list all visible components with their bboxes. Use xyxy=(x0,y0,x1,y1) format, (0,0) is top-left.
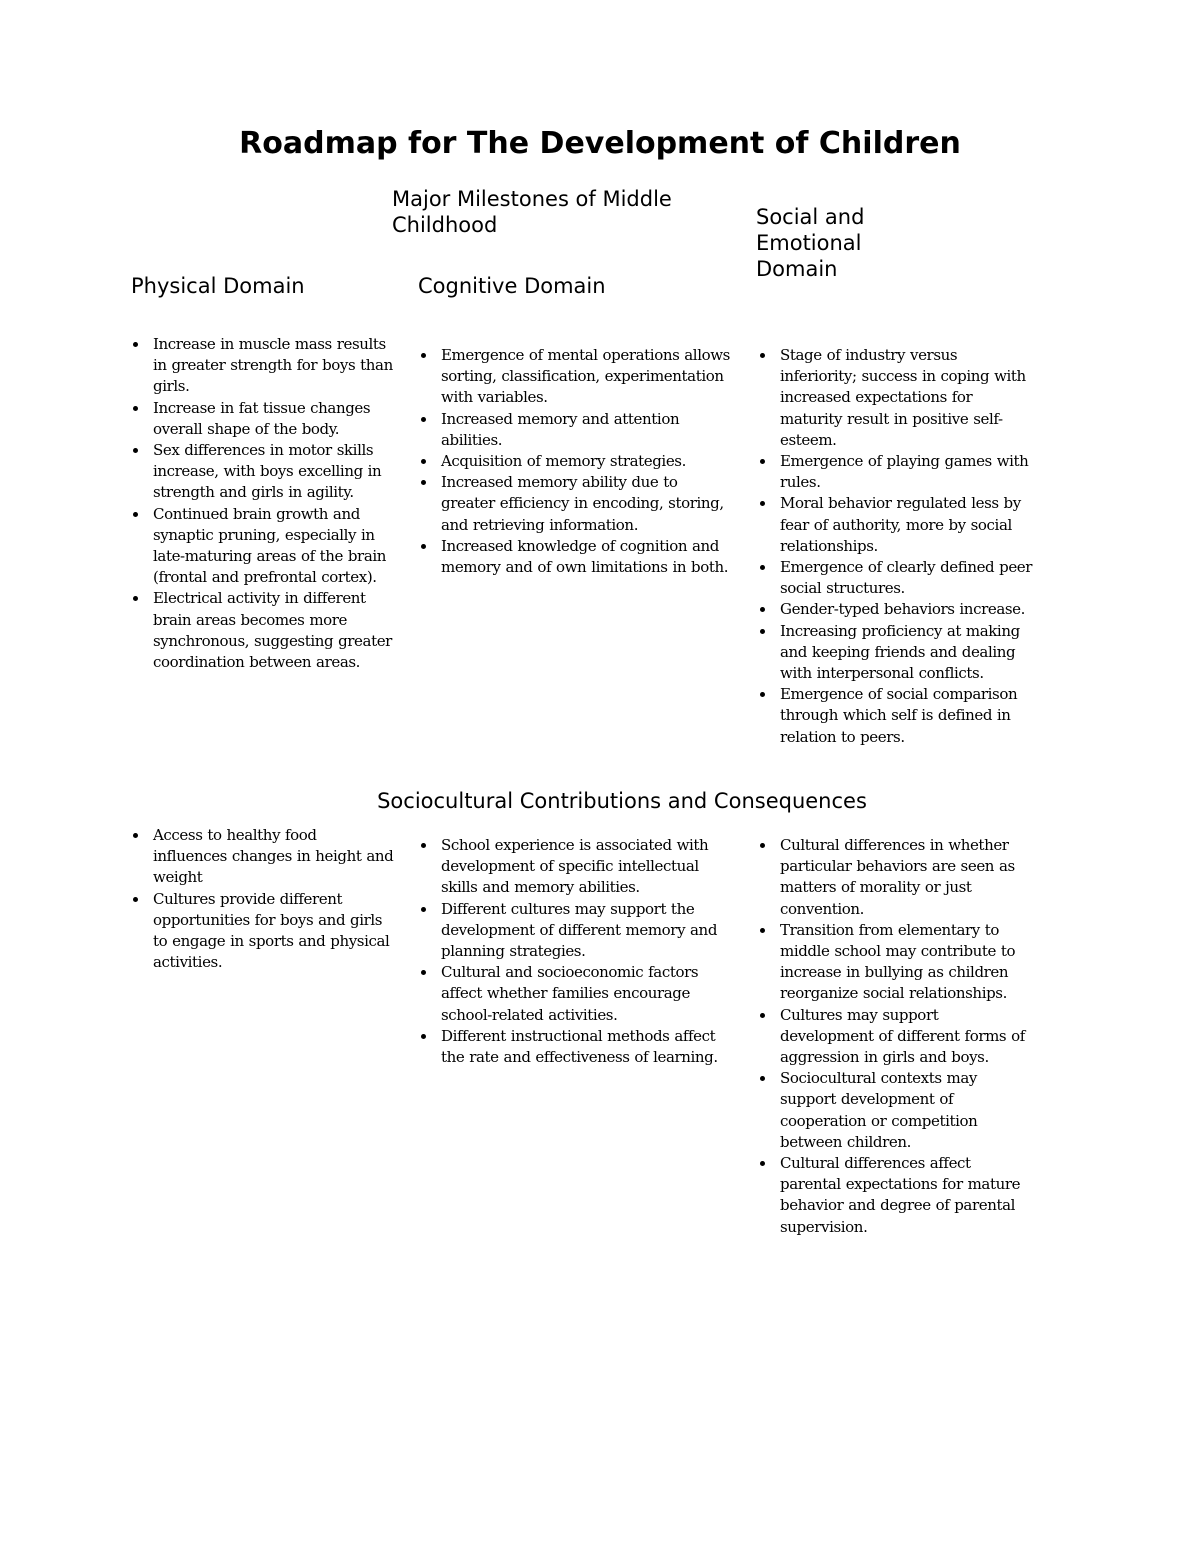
list-item: Emergence of playing games with rules. xyxy=(757,451,1035,493)
list-item: Access to healthy food influences changes in height and weight xyxy=(130,825,395,889)
list-item: Moral behavior regulated less by fear of authority, more by social relationships. xyxy=(757,493,1035,557)
list-item: Cultural and socioeconomic factors affect whether families encourage school-related activities. xyxy=(418,962,736,1026)
social-domain-list xyxy=(757,345,1035,748)
page-title: Roadmap for The Development of Children xyxy=(239,126,961,161)
list-item: Emergence of clearly defined peer social structures. xyxy=(757,557,1035,599)
list-item: Increased memory and attention abilities. xyxy=(418,409,736,451)
list-item: Increased memory ability due to greater efficiency in encoding, storing, and retrieving information. xyxy=(418,472,736,536)
cognitive-domain-list xyxy=(418,345,736,578)
list-item: Cultures provide different opportunities for boys and girls to engage in sports and physical activities. xyxy=(130,889,395,974)
list-item: Increase in fat tissue changes overall shape of the body. xyxy=(130,398,395,440)
social-domain-heading: Social and Emotional Domain xyxy=(756,205,865,281)
list-item: Increased knowledge of cognition and memory and of own limitations in both. xyxy=(418,536,736,578)
list-item: Stage of industry versus inferiority; success in coping with increased expectations for maturity result in positive self- esteem. xyxy=(757,345,1035,451)
list-item: Acquisition of memory strategies. xyxy=(418,451,736,472)
list-item: Gender-typed behaviors increase. xyxy=(757,599,1035,620)
physical-domain-list xyxy=(130,334,395,673)
list-item: Increase in muscle mass results in greater strength for boys than girls. xyxy=(130,334,395,398)
list-item: Cultures may support development of different forms of aggression in girls and boys. xyxy=(757,1005,1035,1069)
list-item: School experience is associated with development of specific intellectual skills and memory abilities. xyxy=(418,835,736,899)
sociocultural-social-list xyxy=(757,835,1035,1238)
list-item: Cultural differences affect parental expectations for mature behavior and degree of parental supervision. xyxy=(757,1153,1035,1238)
list-item: Sex differences in motor skills increase, with boys excelling in strength and girls in agility. xyxy=(130,440,395,504)
list-item: Cultural differences in whether particular behaviors are seen as matters of morality or just convention. xyxy=(757,835,1035,920)
sociocultural-heading: Sociocultural Contributions and Consequences xyxy=(377,789,867,813)
sociocultural-cognitive-list xyxy=(418,835,736,1068)
list-item: Electrical activity in different brain areas becomes more synchronous, suggesting greater coordination between areas. xyxy=(130,588,395,673)
milestones-heading: Major Milestones of Middle Childhood xyxy=(392,187,672,237)
sociocultural-physical-list xyxy=(130,825,395,973)
list-item: Transition from elementary to middle school may contribute to increase in bullying as children reorganize social relationships. xyxy=(757,920,1035,1005)
list-item: Emergence of mental operations allows sorting, classification, experimentation with variables. xyxy=(418,345,736,409)
physical-domain-heading: Physical Domain xyxy=(131,274,305,298)
cognitive-domain-heading: Cognitive Domain xyxy=(418,274,606,298)
list-item: Different instructional methods affect the rate and effectiveness of learning. xyxy=(418,1026,736,1068)
list-item: Continued brain growth and synaptic pruning, especially in late-maturing areas of the brain (frontal and prefrontal cortex). xyxy=(130,504,395,589)
list-item: Emergence of social comparison through which self is defined in relation to peers. xyxy=(757,684,1035,748)
list-item: Different cultures may support the development of different memory and planning strategies. xyxy=(418,899,736,963)
list-item: Increasing proficiency at making and keeping friends and dealing with interpersonal conflicts. xyxy=(757,621,1035,685)
list-item: Sociocultural contexts may support development of cooperation or competition between children. xyxy=(757,1068,1035,1153)
